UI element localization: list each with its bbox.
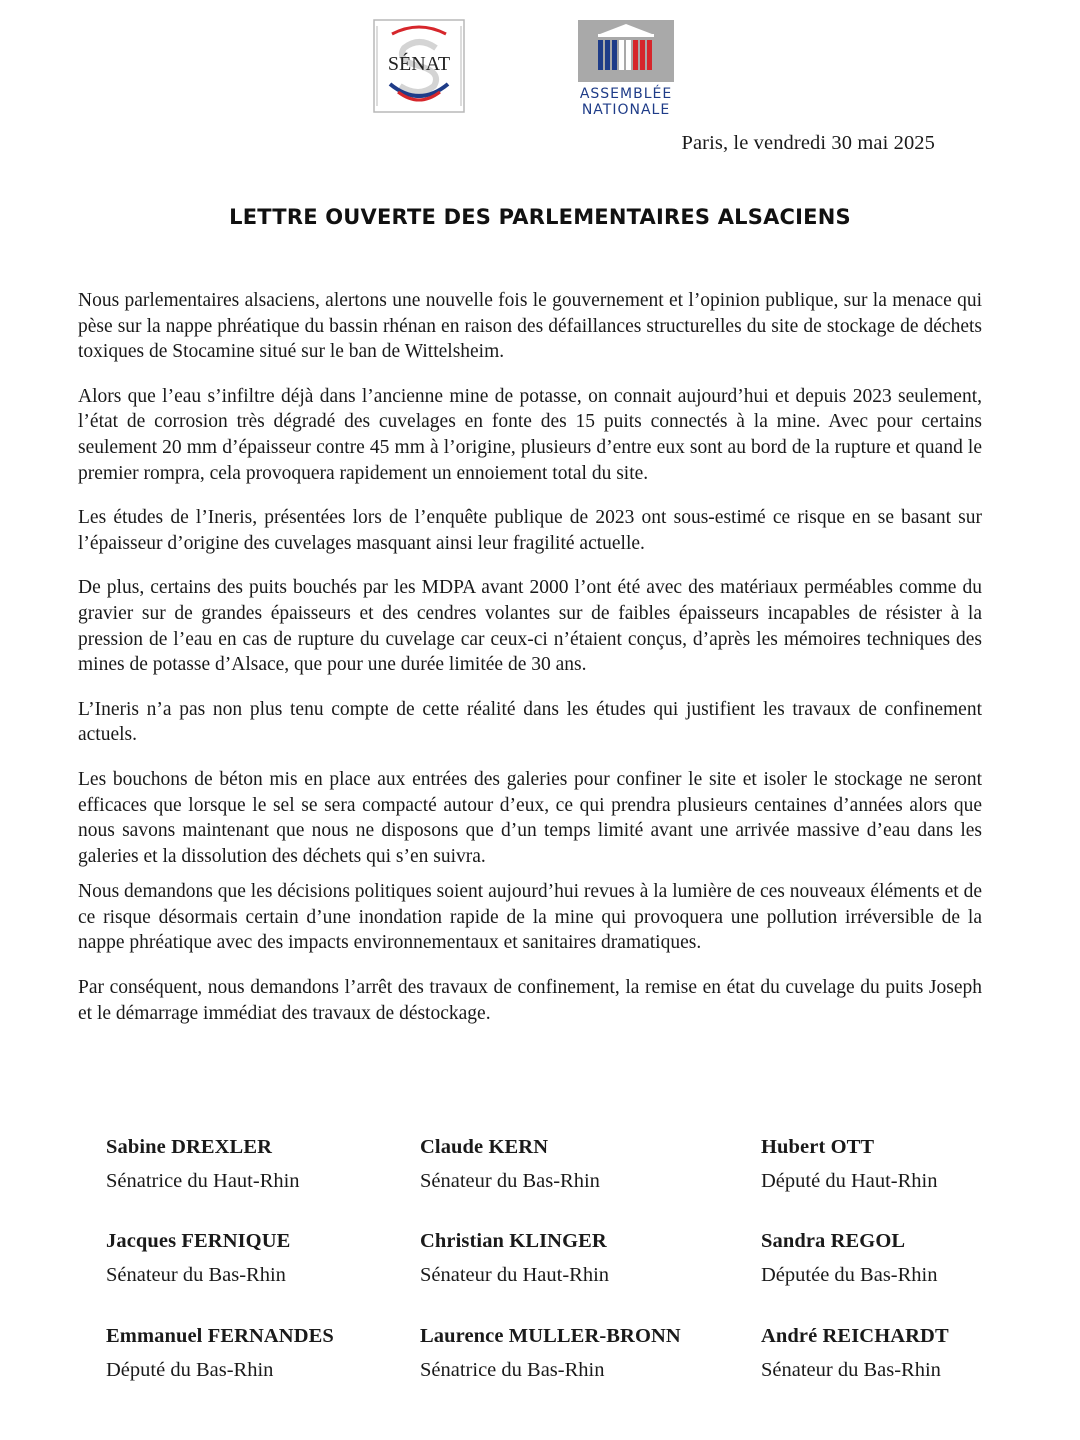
- signatory: [761, 1227, 1061, 1289]
- paragraph: Les études de l’Ineris, présentées lors de l’enquête publique de 2023 ont sous-estimé ce risque en se basant sur l’épaisseur d’origine des cuvelages masquant ainsi leur fragilité actuelle.: [78, 507, 982, 554]
- signatory-name: Claude KERN: [420, 1136, 549, 1158]
- signatory-name: Laurence MULLER-BRONN: [420, 1325, 681, 1347]
- signatory-role: Sénateur du Bas-Rhin: [761, 1359, 941, 1381]
- signatory: [420, 1133, 720, 1195]
- signatory-name: Sabine DREXLER: [106, 1136, 273, 1158]
- paragraph: Alors que l’eau s’infiltre déjà dans l’ancienne mine de potasse, on connait aujourd’hui et depuis 2023 seulement, l’état de corrosion très dégradé des cuvelages en fonte des 15 puits connectés à la mine. Avec pour certains seulement 20 mm d’épaisseur contre 45 mm à l’origine, plusieurs d’entre eux sont au bord de la rupture et quand le premier rompra, cela provoquera rapidement un ennoiement total du site.: [78, 385, 982, 484]
- signatory: [106, 1133, 406, 1195]
- signatory-name: Christian KLINGER: [420, 1230, 607, 1252]
- paragraph: Nous demandons que les décisions politiques soient aujourd’hui revues à la lumière de ces nouveaux éléments et de ce risque désormais certain d’une inondation rapide de la mine qui provoquera une pollution irréversible de la nappe phréatique avec des impacts environnementaux et sanitaires dramatiques.: [78, 881, 982, 954]
- signatory: [420, 1322, 720, 1384]
- page-title: LETTRE OUVERTE DES PARLEMENTAIRES ALSACIENS: [229, 205, 851, 229]
- signatory-name: Sandra REGOL: [761, 1230, 906, 1252]
- assemblee-logo-line1: ASSEMBLÉE: [579, 86, 673, 102]
- senat-logo: [372, 18, 466, 114]
- senat-logo-text: SÉNAT: [387, 53, 451, 75]
- signatory-name: Hubert OTT: [761, 1136, 875, 1158]
- signatory: [106, 1227, 406, 1289]
- paragraph: Par conséquent, nous demandons l’arrêt des travaux de confinement, la remise en état du cuvelage du puits Joseph et le démarrage immédiat des travaux de déstockage.: [78, 977, 982, 1024]
- assemblee-nationale-logo: [574, 18, 678, 118]
- assemblee-logo-line2: NATIONALE: [581, 102, 671, 118]
- signatory-role: Député du Haut-Rhin: [761, 1170, 938, 1192]
- paragraph: L’Ineris n’a pas non plus tenu compte de cette réalité dans les études qui justifient les travaux de confinement actuels.: [78, 698, 982, 746]
- signatory-role: Sénateur du Bas-Rhin: [420, 1170, 600, 1192]
- paragraph: Nous parlementaires alsaciens, alertons une nouvelle fois le gouvernement et l’opinion publique, sur la menace qui pèse sur la nappe phréatique du bassin rhénan en raison des défaillances structurelles du site de stockage de déchets toxiques de Stocamine situé sur le ban de Wittelsheim.: [78, 290, 982, 363]
- paragraph: De plus, certains des puits bouchés par les MDPA avant 2000 l’ont été avec des matériaux perméables comme du gravier sur de grandes épaisseurs et des cendres volantes sur de faibles épaisseurs incapables de résister à la pression de l’eau en cas de rupture du cuvelage car ceux-ci n’étaient conçus, d’après les mémoires techniques des mines de potasse d’Alsace, que pour une durée limitée de 30 ans.: [78, 577, 982, 676]
- paragraph: Les bouchons de béton mis en place aux entrées des galeries pour confiner le site et isoler le stockage ne seront efficaces que lorsque le sel se sera compacté autour d’eux, ce qui prendra plusieurs centaines d’années alors que nous savons maintenant que nous ne disposons que d’un temps limité avant une arrivée massive d’eau dans les galeries et la dissolution des déchets qui s’en suivra.: [78, 768, 982, 867]
- signatory-role: Sénateur du Bas-Rhin: [106, 1264, 286, 1286]
- signatory-role: Député du Bas-Rhin: [106, 1359, 274, 1381]
- signatures: [106, 1133, 1006, 1393]
- signatory-role: Sénateur du Haut-Rhin: [420, 1264, 610, 1286]
- signatory-name: Emmanuel FERNANDES: [106, 1325, 334, 1347]
- signatory: [420, 1227, 720, 1289]
- signatory-role: Sénatrice du Bas-Rhin: [420, 1359, 605, 1381]
- signatory: [761, 1133, 1061, 1195]
- signatory: [761, 1322, 1061, 1384]
- letter-body: [78, 288, 982, 1045]
- signatory-role: Sénatrice du Haut-Rhin: [106, 1170, 300, 1192]
- date-line: Paris, le vendredi 30 mai 2025: [681, 132, 935, 154]
- header-logos: [0, 14, 1080, 118]
- signatory-name: Jacques FERNIQUE: [106, 1230, 291, 1252]
- signatory: [106, 1322, 406, 1384]
- signatory-name: André REICHARDT: [761, 1325, 949, 1347]
- signatory-role: Députée du Bas-Rhin: [761, 1264, 938, 1286]
